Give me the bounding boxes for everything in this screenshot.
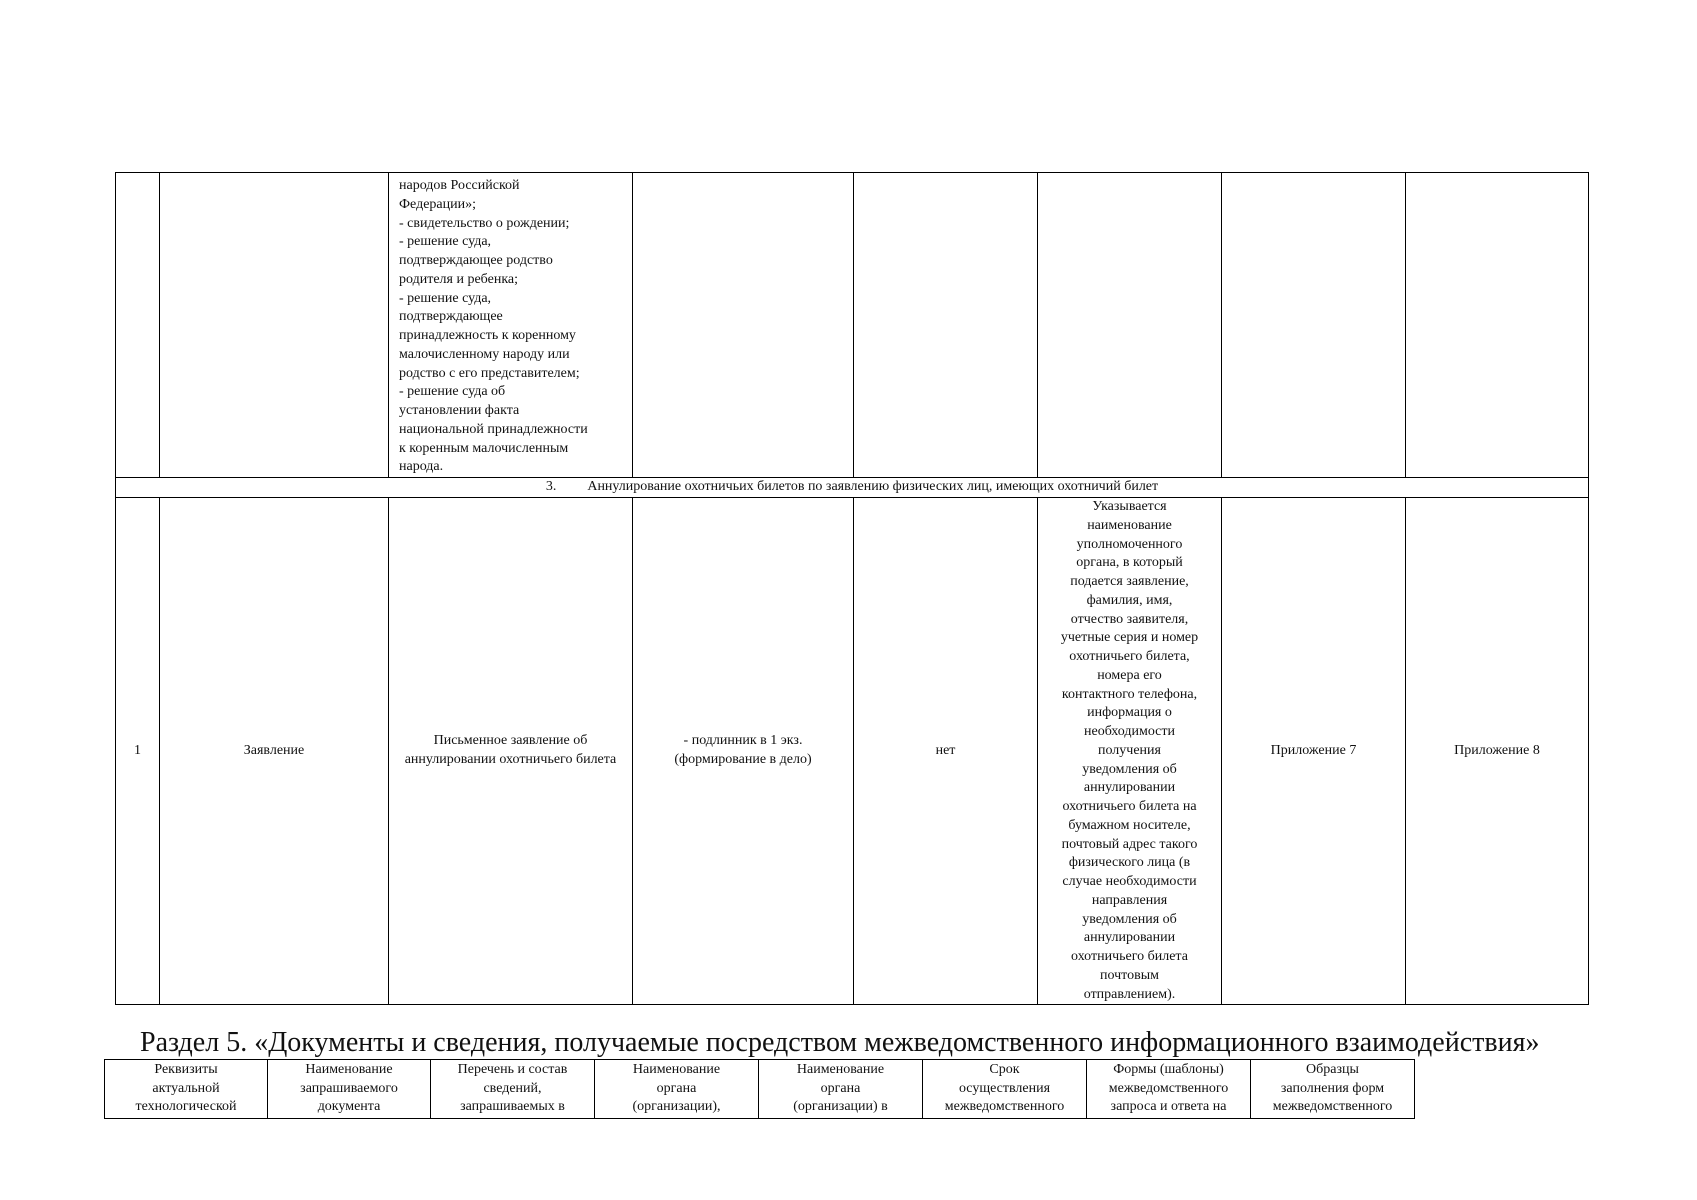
- requirement-line: информация о: [1087, 705, 1172, 721]
- cell-empty: [1406, 173, 1589, 478]
- requirement-line: фамилия, имя,: [1086, 592, 1173, 608]
- requirement-line: органа, в который: [1076, 555, 1183, 571]
- requirement-line: направления: [1091, 892, 1168, 908]
- section3-number: 3.: [545, 479, 557, 495]
- requirement-line: Указывается: [1092, 499, 1167, 514]
- requirement-line: охотничьего билета на: [1062, 799, 1197, 814]
- section3-title: Аннулирование охотничьих билетов по заявлению физических лиц, имеющих охотничий билет: [587, 479, 1159, 495]
- cell-category-empty: [160, 173, 389, 478]
- section5-header-cell: Наименование органа (организации) в: [759, 1060, 923, 1119]
- section5-header-cell: Образцы заполнения форм межведомственного: [1251, 1060, 1415, 1119]
- doc-line: подтверждающее родство: [399, 253, 553, 268]
- doc-line: народа.: [399, 459, 444, 475]
- requirement-line: аннулировании: [1083, 780, 1176, 796]
- section5-header-cell: Формы (шаблоны) межведомственного запроса и ответа на: [1087, 1060, 1251, 1119]
- cell-empty: [1222, 173, 1406, 478]
- requirement-line: физического лица (в: [1068, 855, 1191, 871]
- requirement-line: почтовым: [1100, 967, 1159, 983]
- cell-empty: [854, 173, 1038, 478]
- section5-title: Раздел 5. «Документы и сведения, получаемые посредством межведомственного информационного взаимодействия»: [140, 1027, 1540, 1058]
- doc-line: национальной принадлежности: [399, 421, 588, 437]
- doc-line: - решение суда,: [399, 234, 492, 250]
- requirement-line: получения: [1098, 742, 1161, 758]
- doc-line: установлении факта: [399, 403, 520, 418]
- doc-line: - свидетельство о рождении;: [399, 215, 570, 231]
- requirement-line: уведомления об: [1082, 911, 1177, 927]
- documents-table: [115, 172, 1589, 1005]
- requirement-line: уполномоченного: [1076, 536, 1183, 552]
- doc-line: Федерации»;: [399, 196, 477, 212]
- section5-header-cell: Реквизиты актуальной технологической: [105, 1060, 268, 1119]
- doc-line: народов Российской: [399, 178, 520, 193]
- requirement-line: охотничьего билета: [1071, 949, 1188, 964]
- requirement-line: отправлением).: [1083, 986, 1176, 1002]
- cell-empty: [633, 173, 854, 478]
- requirement-line: случае необходимости: [1062, 874, 1197, 889]
- doc-line: к коренным малочисленным: [399, 440, 569, 456]
- requirement-line: необходимости: [1083, 724, 1175, 739]
- continuation-row: [116, 173, 1589, 478]
- document-name: Письменное заявление об аннулировании охотничьего билета: [389, 498, 633, 1005]
- section5-header-cell: Наименование запрашиваемого документа: [268, 1060, 431, 1119]
- sample-reference: Приложение 8: [1406, 498, 1589, 1005]
- conditional-document: нет: [854, 498, 1038, 1005]
- requirement-line: контактного телефона,: [1061, 686, 1198, 702]
- cell-empty: [1038, 173, 1222, 478]
- document-requirements: [1038, 498, 1222, 1005]
- requirement-line: уведомления об: [1082, 761, 1177, 777]
- requirement-line: подается заявление,: [1070, 574, 1189, 589]
- requirement-line: учетные серия и номер: [1060, 630, 1199, 646]
- section5-table: [104, 1059, 1415, 1119]
- section5-header-cell: Наименование органа (организации),: [595, 1060, 759, 1119]
- requirement-line: аннулировании: [1083, 930, 1176, 946]
- doc-line: малочисленному народу или: [399, 346, 570, 362]
- requirement-line: номера его: [1097, 667, 1162, 683]
- section5-header-row: [105, 1060, 1415, 1119]
- doc-line: родителя и ребенка;: [399, 271, 519, 287]
- document-category: Заявление: [160, 498, 389, 1005]
- section5-header-cell: Перечень и состав сведений, запрашиваемых в: [431, 1060, 595, 1119]
- table-row: [116, 498, 1589, 1005]
- requirement-line: бумажном носителе,: [1068, 817, 1191, 833]
- section3-row: [116, 478, 1589, 498]
- requirement-line: наименование: [1087, 517, 1172, 533]
- section5-header-cell: Срок осуществления межведомственного: [923, 1060, 1087, 1119]
- doc-line: принадлежность к коренному: [399, 328, 576, 343]
- doc-line: - решение суда,: [399, 290, 492, 306]
- section3-heading: [116, 478, 1589, 498]
- doc-line: - решение суда об: [399, 384, 506, 400]
- doc-line: родство с его представителем;: [399, 365, 580, 381]
- row-number: 1: [116, 498, 160, 1005]
- doc-line: подтверждающее: [399, 309, 503, 325]
- cell-num-empty: [116, 173, 160, 478]
- requirement-line: почтовый адрес такого: [1061, 836, 1198, 852]
- form-reference: Приложение 7: [1222, 498, 1406, 1005]
- requirement-line: охотничьего билета,: [1069, 649, 1190, 664]
- cell-documents-list: [389, 173, 633, 478]
- requirement-line: отчество заявителя,: [1070, 611, 1189, 627]
- document-copies: - подлинник в 1 экз. (формирование в дело): [633, 498, 854, 1005]
